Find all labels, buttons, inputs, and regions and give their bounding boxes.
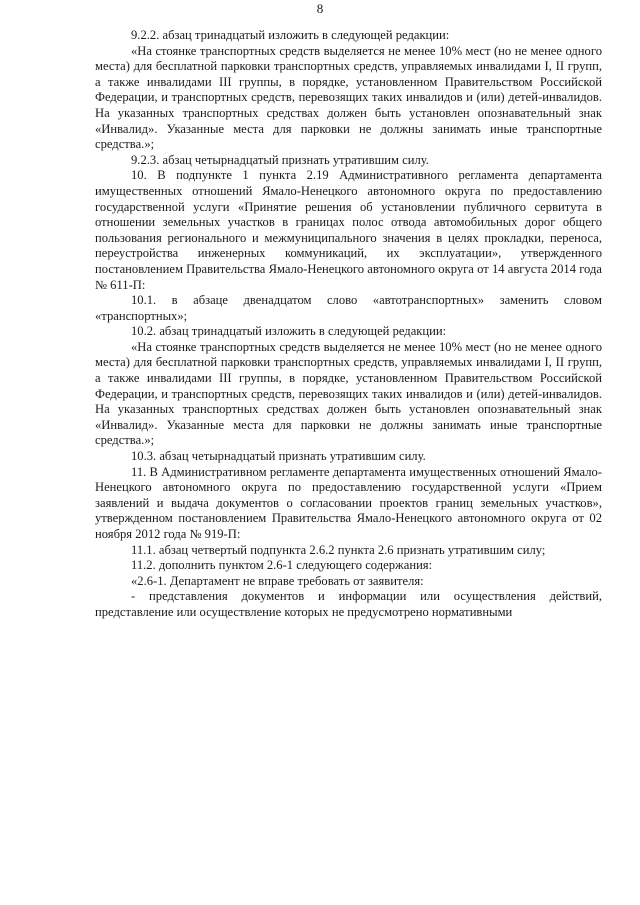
paragraph-quote-parking-2: «На стоянке транспортных средств выделяется не менее 10% мест (но не менее одного места) для бесплатной парковки транспортных средств, управляемых инвалидами I, II групп, а также инвалидами III группы, в порядке, установленном Правительством Российской Федерации, и транспортных средств, перевозящих таких инвалидов и (или) детей-инвалидов. На указанных транспортных средствах должен быть установлен опознавательный знак «Инвалид». Указанные места для парковки не должны занимать иные транспортные средства.»; [95, 339, 602, 448]
paragraph-list-item: - представления документов и информации или осуществления действий, представление или осуществление которых не предусмотрено нормативными [95, 589, 602, 619]
paragraph-11: 11. В Административном регламенте департамента имущественных отношений Ямало-Ненецкого автономного округа по предоставлению государственной услуги «Прием заявлений и выдача документов о согласовании проектов границ земельных участков», утвержденном постановлением Правительства Ямало-Ненецкого автономного округа от 02 ноября 2012 года № 919-П: [95, 464, 602, 541]
page-number: 8 [316, 1, 324, 16]
paragraph-10-2: 10.2. абзац тринадцатый изложить в следующей редакции: [131, 324, 447, 339]
paragraph-9-2-3: 9.2.3. абзац четырнадцатый признать утратившим силу. [131, 152, 429, 167]
paragraph-10: 10. В подпункте 1 пункта 2.19 Административного регламента департамента имущественных отношений Ямало-Ненецкого автономного округа по предоставлению государственной услуги «Принятие решения об установлении публичного сервитута в отношении земельных участков в границах полос отвода автомобильных дорог общего пользования регионального и межмуниципального значения в целях прокладки, переноса, переустройства инженерных коммуникаций, их эксплуатации», утвержденного постановлением Правительства Ямало-Ненецкого автономного округа от 14 августа 2014 года № 611-П: [95, 168, 602, 292]
paragraph-11-1: 11.1. абзац четвертый подпункта 2.6.2 пункта 2.6 признать утратившим силу; [131, 542, 546, 557]
paragraph-10-3: 10.3. абзац четырнадцатый признать утратившим силу. [131, 449, 426, 464]
paragraph-9-2-2: 9.2.2. абзац тринадцатый изложить в следующей редакции: [131, 28, 450, 42]
paragraph-quote-parking-1: «На стоянке транспортных средств выделяется не менее 10% мест (но не менее одного места) для бесплатной парковки транспортных средств, управляемых инвалидами I, II групп, а также инвалидами III группы, в порядке, установленном Правительством Российской Федерации, и транспортных средств, перевозящих таких инвалидов и (или) детей-инвалидов. На указанных транспортных средствах должен быть установлен опознавательный знак «Инвалид». Указанные места для парковки не должны занимать иные транспортные средства.»; [95, 43, 602, 152]
paragraph-11-2: 11.2. дополнить пунктом 2.6-1 следующего содержания: [131, 558, 433, 573]
document-body [95, 28, 602, 621]
paragraph-2-6-1: «2.6-1. Департамент не вправе требовать от заявителя: [131, 573, 424, 588]
paragraph-10-1: 10.1. в абзаце двенадцатом слово «автотранспортных» заменить словом «транспортных»; [95, 293, 602, 323]
